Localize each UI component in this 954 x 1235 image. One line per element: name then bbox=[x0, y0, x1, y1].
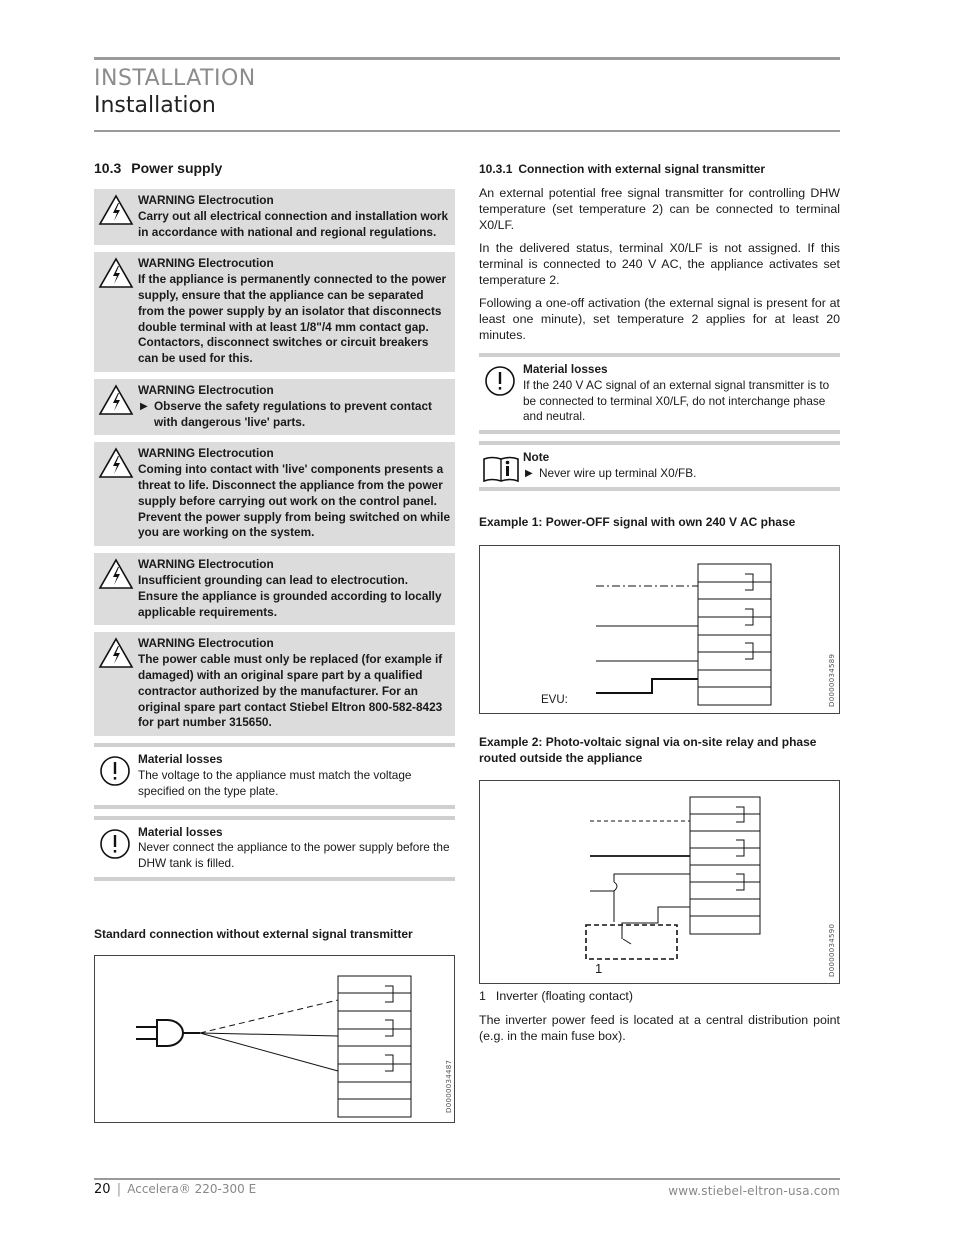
material-title: Material losses bbox=[523, 362, 608, 376]
warning-title: WARNING Electrocution bbox=[138, 636, 274, 651]
material-losses-box bbox=[94, 816, 455, 881]
footer-url: www.stiebel-eltron-usa.com bbox=[668, 1184, 840, 1198]
section-number: 10.3 bbox=[94, 160, 122, 176]
material-text: If the 240 V AC signal of an external signal transmitter is to be connected to terminal X0/LF, do not interchange phase and neutral. bbox=[523, 377, 830, 424]
warning-triangle-icon bbox=[98, 384, 134, 416]
exclamation-circle-icon bbox=[99, 755, 131, 787]
warning-text: If the appliance is permanently connected to the power supply, ensure that the appliance can be separated from the power supply by an isolator that disconnects double terminal with at least 1/8"/4 mm contact gap. Contactors, disconnect switches or circuit breakers can be used for this. bbox=[138, 272, 447, 366]
material-losses-box bbox=[479, 353, 840, 434]
warning-box bbox=[94, 189, 455, 245]
paragraph: In the delivered status, terminal X0/LF is not assigned. If this terminal is connected to 240 V AC, the appliance activates set temperature 2. bbox=[479, 241, 840, 287]
subsection-title: Connection with external signal transmitter bbox=[518, 162, 766, 176]
paragraph: The inverter power feed is located at a central distribution point (e.g. in the main fuse box). bbox=[479, 1012, 840, 1043]
header-rule bbox=[94, 130, 840, 132]
callout-number: 1 bbox=[595, 960, 603, 976]
figure-caption bbox=[479, 988, 840, 1004]
material-text: Never connect the appliance to the power supply before the DHW tank is filled. bbox=[138, 840, 450, 871]
warning-box bbox=[94, 632, 455, 736]
info-book-icon bbox=[482, 453, 520, 485]
evu-label: EVU: bbox=[541, 693, 568, 706]
diagram-drawing bbox=[95, 956, 456, 1124]
warning-box bbox=[94, 379, 455, 435]
warning-triangle-icon bbox=[98, 558, 134, 590]
example2-diagram bbox=[479, 780, 840, 984]
note-title: Note bbox=[523, 450, 550, 465]
warning-text: Insufficient grounding can lead to electrocution. Ensure the appliance is grounded according to locally applicable requirements. bbox=[138, 572, 442, 619]
diagram-drawing bbox=[480, 546, 841, 715]
note-box bbox=[479, 441, 840, 491]
subsection-number: 10.3.1 bbox=[479, 162, 513, 176]
warning-text: Coming into contact with 'live' components presents a threat to life. Disconnect the appliance from the power supply before carrying out work on the control panel. Prevent the power supply from being switched on while you are working on the system. bbox=[138, 462, 451, 540]
subsection-heading bbox=[479, 162, 840, 176]
warning-triangle-icon bbox=[98, 257, 134, 289]
chapter-title: Installation bbox=[94, 93, 216, 118]
paragraph: An external potential free signal transmitter for controlling DHW temperature (set temperature 2) can be connected to terminal X0/LF. bbox=[479, 186, 840, 232]
standard-connection-title: Standard connection without external signal transmitter bbox=[94, 926, 413, 941]
warning-bullet: ▶ Observe the safety regulations to prevent contact with dangerous 'live' parts. bbox=[138, 399, 451, 431]
document-id: D0000034487 bbox=[445, 1059, 453, 1113]
note-bullet: ▶ Never wire up terminal X0/FB. bbox=[523, 466, 836, 482]
material-title: Material losses bbox=[138, 824, 223, 839]
warning-text: The power cable must only be replaced (for example if damaged) with an original spare part by a qualified contractor authorized by the manufacturer. For an original spare part contact Stiebel Eltron 800-582-8423 for part number 315650. bbox=[138, 652, 443, 730]
warning-title: WARNING Electrocution bbox=[138, 256, 274, 271]
warning-box bbox=[94, 553, 455, 625]
warning-box bbox=[94, 442, 455, 546]
product-name: Accelera® 220-300 E bbox=[127, 1182, 257, 1196]
diagram-drawing bbox=[480, 781, 841, 985]
exclamation-circle-icon bbox=[484, 365, 516, 397]
warning-title: WARNING Electrocution bbox=[138, 557, 274, 572]
document-id: D0000034589 bbox=[828, 653, 836, 707]
footer-left bbox=[94, 1182, 256, 1197]
left-column bbox=[94, 160, 455, 1123]
material-title: Material losses bbox=[138, 752, 223, 767]
example1-title: Example 1: Power-OFF signal with own 240 V AC phase bbox=[479, 514, 796, 529]
warning-title: WARNING Electrocution bbox=[138, 446, 274, 461]
caption-text: Inverter (floating contact) bbox=[495, 988, 633, 1003]
warning-title: WARNING Electrocution bbox=[138, 193, 274, 207]
footer-rule bbox=[94, 1178, 840, 1180]
paragraph: Following a one-off activation (the external signal is present for at least one minute), set temperature 2 applies for at least 20 minutes. bbox=[479, 296, 840, 342]
section-title: Power supply bbox=[131, 160, 223, 176]
section-heading bbox=[94, 160, 455, 176]
top-rule bbox=[94, 57, 840, 60]
page-number: 20 bbox=[94, 1182, 111, 1197]
standard-connection-diagram bbox=[94, 955, 455, 1123]
warning-title: WARNING Electrocution bbox=[138, 382, 274, 397]
material-losses-box bbox=[94, 743, 455, 808]
exclamation-circle-icon bbox=[99, 828, 131, 860]
example1-diagram bbox=[479, 545, 840, 714]
warning-box bbox=[94, 252, 455, 372]
chapter-title-upper: INSTALLATION bbox=[94, 66, 256, 91]
example2-title: Example 2: Photo-voltaic signal via on-site relay and phase routed outside the appliance bbox=[479, 734, 817, 765]
warning-text: Carry out all electrical connection and installation work in accordance with national and regional regulations. bbox=[138, 208, 449, 239]
right-column bbox=[479, 160, 840, 1051]
material-text: The voltage to the appliance must match the voltage specified on the type plate. bbox=[138, 767, 412, 798]
warning-triangle-icon bbox=[98, 447, 134, 479]
warning-triangle-icon bbox=[98, 637, 134, 669]
caption-number: 1 bbox=[479, 988, 486, 1003]
document-id: D0000034590 bbox=[828, 923, 836, 977]
footer-separator: | bbox=[116, 1182, 122, 1197]
warning-triangle-icon bbox=[98, 194, 134, 226]
